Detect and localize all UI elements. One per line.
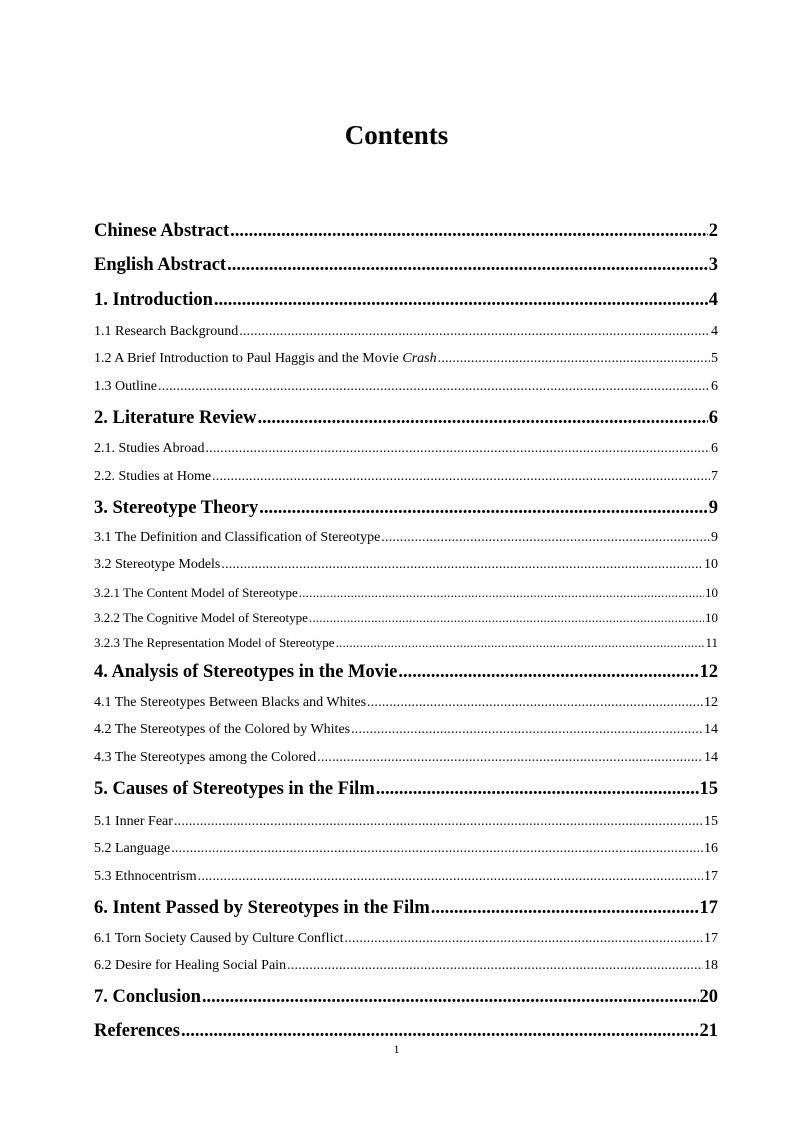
toc-entry-page: 7 [711,469,718,484]
toc-entry-page: 21 [699,1021,718,1041]
toc-entry-label: Chinese Abstract [94,221,230,241]
toc-entry-page: 6 [711,441,718,456]
toc-entry-references[interactable] [94,1019,718,1043]
toc-entry-label: 6.2 Desire for Healing Social Pain [94,958,287,973]
toc-leader-dots [317,749,703,767]
toc-leader-dots [336,634,705,651]
toc-entry-page: 12 [704,695,718,710]
toc-entry-intent-passed[interactable] [94,896,718,920]
toc-entry-page: 9 [708,498,718,518]
toc-entry-page: 6 [711,379,718,394]
toc-entry-label: 4.3 The Stereotypes among the Colored [94,750,317,765]
toc-entry-cognitive-model[interactable] [94,609,718,626]
toc-entry-among-the-colored[interactable] [94,749,718,767]
toc-entry-page: 15 [704,814,718,829]
toc-entry-stereotype-models[interactable] [94,556,718,574]
toc-entry-paul-haggis-crash[interactable] [94,350,718,368]
toc-leader-dots [227,253,708,277]
toc-entry-label: 4.1 The Stereotypes Between Blacks and Whites [94,695,367,710]
toc-entry-label: 5. Causes of Stereotypes in the Film [94,779,375,799]
toc-entry-analysis-of-stereotypes[interactable] [94,660,718,684]
toc-entry-literature-review[interactable] [94,406,718,430]
toc-entry-page: 14 [704,750,718,765]
toc-entry-page: 15 [699,779,718,799]
toc-entry-label: 1.3 Outline [94,379,157,394]
toc-entry-page: 10 [705,610,718,625]
toc-entry-chinese-abstract[interactable] [94,219,718,243]
toc-entry-page: 11 [705,635,718,650]
toc-entry-label [94,350,437,368]
toc-leader-dots [198,868,703,886]
toc-leader-dots [214,288,708,312]
toc-entry-label: 7. Conclusion [94,987,201,1007]
toc-leader-dots [367,694,703,712]
toc-entry-label: 2.1. Studies Abroad [94,441,205,456]
toc-leader-dots [212,468,710,486]
toc-entry-label: 5.3 Ethnocentrism [94,869,197,884]
toc-leader-dots [345,930,703,948]
toc-leader-dots [309,609,704,626]
toc-entry-label: 3.2.2 The Cognitive Model of Stereotype [94,610,308,625]
toc-entry-label: 2.2. Studies at Home [94,469,212,484]
toc-entry-conclusion[interactable] [94,985,718,1009]
toc-entry-label: 2. Literature Review [94,408,257,428]
toc-entry-label: 3.2.3 The Representation Model of Stereotype [94,635,335,650]
toc-entry-label: References [94,1021,180,1041]
toc-entry-page: 2 [708,221,718,241]
toc-leader-dots [351,721,703,739]
toc-leader-dots [158,378,710,396]
toc-entry-page: 16 [704,841,718,856]
toc-leader-dots [174,813,703,831]
toc-entry-representation-model[interactable] [94,634,718,651]
toc-entry-stereotype-theory[interactable] [94,496,718,520]
toc-entry-page: 17 [699,898,718,918]
toc-leader-dots [171,840,703,858]
toc-entry-page: 4 [708,290,718,310]
toc-entry-label: 4.2 The Stereotypes of the Colored by Whites [94,722,351,737]
toc-entry-colored-by-whites[interactable] [94,721,718,739]
toc-leader-dots [259,496,707,520]
toc-entry-page: 5 [711,351,718,366]
toc-entry-label: 1.1 Research Background [94,324,239,339]
toc-entry-page: 10 [704,557,718,572]
toc-entry-studies-abroad[interactable] [94,440,718,458]
toc-entry-label: 6. Intent Passed by Stereotypes in the Film [94,898,430,918]
toc-entry-page: 9 [711,530,718,545]
toc-entry-introduction[interactable] [94,288,718,312]
toc-entry-outline[interactable] [94,378,718,396]
toc-leader-dots [438,350,710,368]
toc-entry-inner-fear[interactable] [94,813,718,831]
toc-leader-dots [239,323,710,341]
toc-entry-page: 20 [699,987,718,1007]
toc-entry-page: 17 [704,869,718,884]
toc-leader-dots [258,406,708,430]
toc-entry-ethnocentrism[interactable] [94,868,718,886]
toc-leader-dots [221,556,703,574]
toc-leader-dots [287,957,703,975]
toc-entry-page: 4 [711,324,718,339]
toc-entry-causes-of-stereotypes[interactable] [94,777,718,801]
toc-entry-english-abstract[interactable] [94,253,718,277]
toc-entry-language[interactable] [94,840,718,858]
toc-entry-page: 12 [699,662,718,682]
toc-entry-label: 5.1 Inner Fear [94,814,173,829]
page-title: Contents [344,120,449,150]
toc-entry-label: 1. Introduction [94,290,213,310]
toc-entry-label: 3.1 The Definition and Classification of Stereotype [94,530,381,545]
toc-entry-page: 3 [708,255,718,275]
toc-entry-label-text: 1.2 A Brief Introduction to Paul Haggis and the Movie [94,351,403,366]
toc-entry-label: 3. Stereotype Theory [94,498,259,518]
toc-entry-content-model[interactable] [94,584,718,601]
toc-entry-research-background[interactable] [94,323,718,341]
toc-entry-page: 6 [708,408,718,428]
toc-leader-dots [398,660,698,684]
toc-entry-studies-at-home[interactable] [94,468,718,486]
toc-entry-label: 3.2 Stereotype Models [94,557,221,572]
toc-entry-torn-society[interactable] [94,930,718,948]
toc-entry-label-italic: Crash [402,351,437,366]
toc-entry-healing-social-pain[interactable] [94,957,718,975]
toc-entry-page: 10 [705,585,718,600]
toc-leader-dots [181,1019,699,1043]
toc-entry-blacks-and-whites[interactable] [94,694,718,712]
toc-entry-label: English Abstract [94,255,227,275]
toc-leader-dots [230,219,708,243]
toc-entry-label: 4. Analysis of Stereotypes in the Movie [94,662,398,682]
toc-leader-dots [431,896,699,920]
toc-leader-dots [205,440,710,458]
toc-entry-page: 17 [704,931,718,946]
toc-entry-label: 3.2.1 The Content Model of Stereotype [94,585,298,600]
toc-entry-page: 14 [704,722,718,737]
toc-entry-label: 6.1 Torn Society Caused by Culture Conflict [94,931,344,946]
page-number: 1 [393,1042,400,1056]
toc-leader-dots [381,529,710,547]
toc-entry-definition-classification[interactable] [94,529,718,547]
toc-entry-page: 18 [704,958,718,973]
toc-leader-dots [376,777,699,801]
toc-leader-dots [202,985,699,1009]
toc-leader-dots [299,584,704,601]
toc-entry-label: 5.2 Language [94,841,171,856]
